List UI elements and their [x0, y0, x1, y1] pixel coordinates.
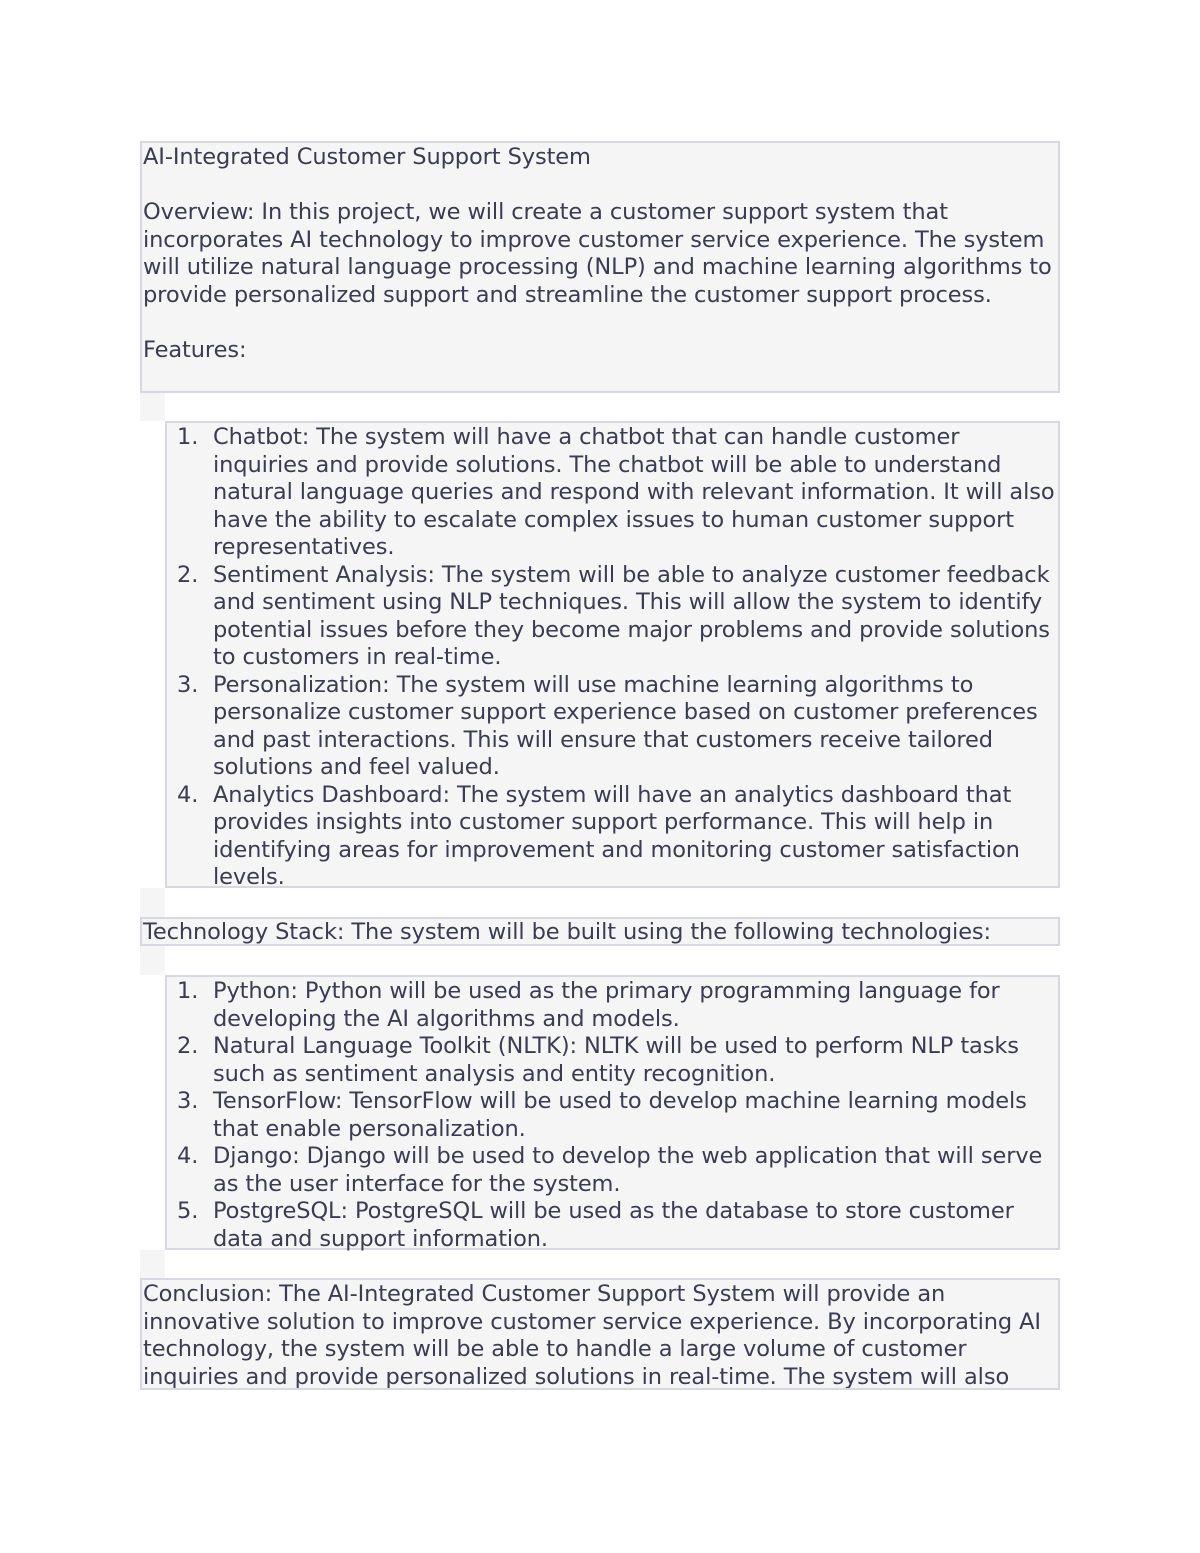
conclusion-block	[140, 1278, 1060, 1390]
spacer	[140, 946, 165, 975]
list-item: 4. Analytics Dashboard: The system will have an analytics dashboard that provides insights into customer support performance. This will help in identifying areas for improvement and monitoring customer satisfaction levels.	[177, 781, 1020, 890]
list-item: 2. Sentiment Analysis: The system will be able to analyze customer feedback and sentiment using NLP techniques. This will allow the system to identify potential issues before they become major problems and provide solutions to customers in real-time.	[177, 561, 1050, 670]
list-item: 3. TensorFlow: TensorFlow will be used to develop machine learning models that enable personalization.	[177, 1088, 1027, 1142]
list-item: 3. Personalization: The system will use machine learning algorithms to personalize customer support experience based on customer preferences and past interactions. This will ensure that customers receive tailored solutions and feel valued.	[177, 671, 1038, 780]
list-item: 1. Python: Python will be used as the primary programming language for developing the AI algorithms and models.	[177, 978, 1000, 1032]
features-heading: Features:	[143, 336, 247, 363]
conclusion-paragraph: Conclusion: The AI-Integrated Customer Support System will provide an innovative solution to improve customer service experience. By incorporating AI technology, the system will be able to handle a large volume of customer inquiries and provide personalized solutions in real-time. The system will also	[143, 1281, 1041, 1390]
intro-block	[140, 141, 1060, 393]
overview-paragraph: Overview: In this project, we will create a customer support system that incorporates AI technology to improve customer service experience. The system will utilize natural language processing (NLP) and machine learning algorithms to provide personalized support and streamline the customer support process.	[143, 199, 1052, 308]
list-item: 5. PostgreSQL: PostgreSQL will be used as the database to store customer data and support information.	[177, 1198, 1014, 1252]
tech-stack-heading: Technology Stack: The system will be built using the following technologies:	[140, 917, 1060, 946]
spacer	[140, 1250, 165, 1278]
list-item: 4. Django: Django will be used to develop the web application that will serve as the user interface for the system.	[177, 1143, 1043, 1197]
document-title: AI-Integrated Customer Support System	[143, 144, 591, 170]
list-item: 2. Natural Language Toolkit (NLTK): NLTK will be used to perform NLP tasks such as sentiment analysis and entity recognition.	[177, 1033, 1019, 1087]
spacer	[140, 888, 165, 917]
features-list	[165, 421, 1060, 888]
list-item: 1. Chatbot: The system will have a chatbot that can handle customer inquiries and provide solutions. The chatbot will be able to understand natural language queries and respond with relevant information. It will also have the ability to escalate complex issues to human customer support representatives.	[177, 424, 1055, 560]
spacer	[140, 393, 165, 421]
technology-list	[165, 975, 1060, 1250]
